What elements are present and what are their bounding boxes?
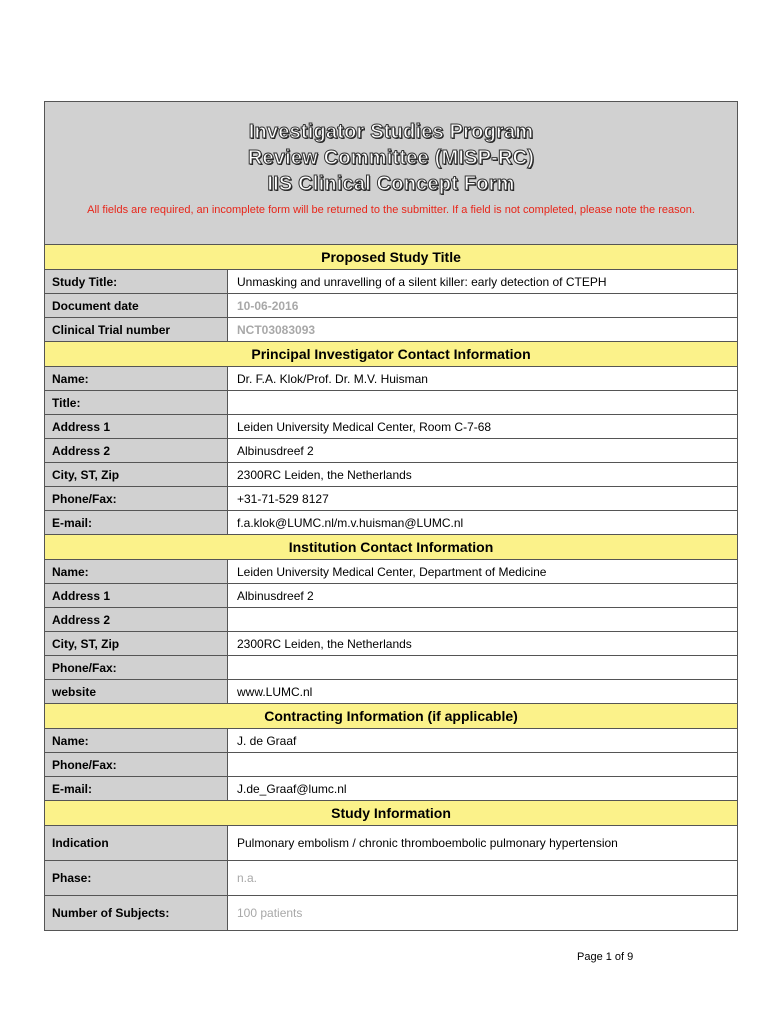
indication-field[interactable]: Pulmonary embolism / chronic thromboembolic pulmonary hypertension — [237, 836, 618, 850]
row-pi-phone — [45, 487, 737, 511]
field-label: Phone/Fax: — [45, 753, 228, 776]
page-number: Page 1 of 9 — [577, 951, 634, 963]
inst-address-1-field[interactable]: Albinusdreef 2 — [237, 588, 314, 603]
section-principal-investigator: Principal Investigator Contact Information — [45, 342, 737, 367]
field-label: City, ST, Zip — [45, 463, 228, 486]
row-clinical-trial-number — [45, 318, 737, 342]
row-inst-city — [45, 632, 737, 656]
row-indication — [45, 826, 737, 861]
form-title-line-2: Review Committee (MISP-RC) — [247, 147, 535, 169]
form-title-line-1: Investigator Studies Program — [248, 121, 534, 143]
field-label: Address 2 — [45, 439, 228, 462]
pi-phone-field[interactable]: +31-71-529 8127 — [237, 491, 329, 506]
contract-name-field[interactable]: J. de Graaf — [237, 733, 297, 748]
field-label: Title: — [45, 391, 228, 414]
pi-name-field[interactable]: Dr. F.A. Klok/Prof. Dr. M.V. Huisman — [237, 371, 428, 386]
section-institution: Institution Contact Information — [45, 535, 737, 560]
form-title-line-3: IIS Clinical Concept Form — [267, 173, 515, 195]
field-label: Number of Subjects: — [45, 896, 228, 930]
required-fields-note: All fields are required, an incomplete form will be returned to the submitter. If a field is not completed, please note the reason. — [87, 204, 695, 216]
field-label: Clinical Trial number — [45, 318, 228, 341]
field-label: Address 1 — [45, 584, 228, 607]
row-contract-email — [45, 777, 737, 801]
field-label: Address 1 — [45, 415, 228, 438]
row-inst-address-2 — [45, 608, 737, 632]
field-label: Study Title: — [45, 270, 228, 293]
inst-city-field[interactable]: 2300RC Leiden, the Netherlands — [237, 636, 412, 651]
field-label: City, ST, Zip — [45, 632, 228, 655]
field-label: Document date — [45, 294, 228, 317]
contract-phone-field[interactable] — [228, 753, 737, 776]
field-label: Name: — [45, 729, 228, 752]
contract-email-field[interactable]: J.de_Graaf@lumc.nl — [237, 781, 347, 796]
field-label: Phase: — [45, 861, 228, 895]
pi-address-1-field[interactable]: Leiden University Medical Center, Room C-7-68 — [237, 419, 492, 434]
concept-form — [44, 101, 738, 931]
row-contract-name — [45, 729, 737, 753]
phase-field[interactable]: n.a. — [237, 871, 258, 885]
inst-address-2-field[interactable] — [228, 608, 737, 631]
row-pi-email — [45, 511, 737, 535]
document-date-field[interactable]: 10-06-2016 — [237, 298, 299, 313]
row-pi-title — [45, 391, 737, 415]
inst-phone-field[interactable] — [228, 656, 737, 679]
pi-email-field[interactable]: f.a.klok@LUMC.nl/m.v.huisman@LUMC.nl — [237, 515, 464, 530]
number-of-subjects-field[interactable]: 100 patients — [237, 906, 303, 920]
field-label: E-mail: — [45, 777, 228, 800]
clinical-trial-number-field[interactable]: NCT03083093 — [237, 322, 316, 337]
row-contract-phone — [45, 753, 737, 777]
section-proposed-study-title: Proposed Study Title — [45, 245, 737, 270]
pi-address-2-field[interactable]: Albinusdreef 2 — [237, 443, 314, 458]
field-label: website — [45, 680, 228, 703]
row-pi-address-2 — [45, 439, 737, 463]
row-inst-website — [45, 680, 737, 704]
inst-website-field[interactable]: www.LUMC.nl — [237, 684, 313, 699]
form-header — [45, 102, 737, 245]
row-pi-city — [45, 463, 737, 487]
study-title-field[interactable]: Unmasking and unravelling of a silent killer: early detection of CTEPH — [237, 274, 607, 289]
pi-title-field[interactable] — [228, 391, 737, 414]
row-number-of-subjects — [45, 896, 737, 931]
field-label: Name: — [45, 560, 228, 583]
inst-name-field[interactable]: Leiden University Medical Center, Department of Medicine — [237, 564, 547, 579]
row-study-title — [45, 270, 737, 294]
field-label: Phone/Fax: — [45, 487, 228, 510]
row-pi-address-1 — [45, 415, 737, 439]
row-inst-phone — [45, 656, 737, 680]
row-inst-name — [45, 560, 737, 584]
field-label: Indication — [45, 826, 228, 860]
field-label: Address 2 — [45, 608, 228, 631]
row-pi-name — [45, 367, 737, 391]
section-study-information: Study Information — [45, 801, 737, 826]
pi-city-field[interactable]: 2300RC Leiden, the Netherlands — [237, 467, 412, 482]
section-contracting: Contracting Information (if applicable) — [45, 704, 737, 729]
row-phase — [45, 861, 737, 896]
field-label: E-mail: — [45, 511, 228, 534]
row-inst-address-1 — [45, 584, 737, 608]
row-document-date — [45, 294, 737, 318]
field-label: Phone/Fax: — [45, 656, 228, 679]
field-label: Name: — [45, 367, 228, 390]
